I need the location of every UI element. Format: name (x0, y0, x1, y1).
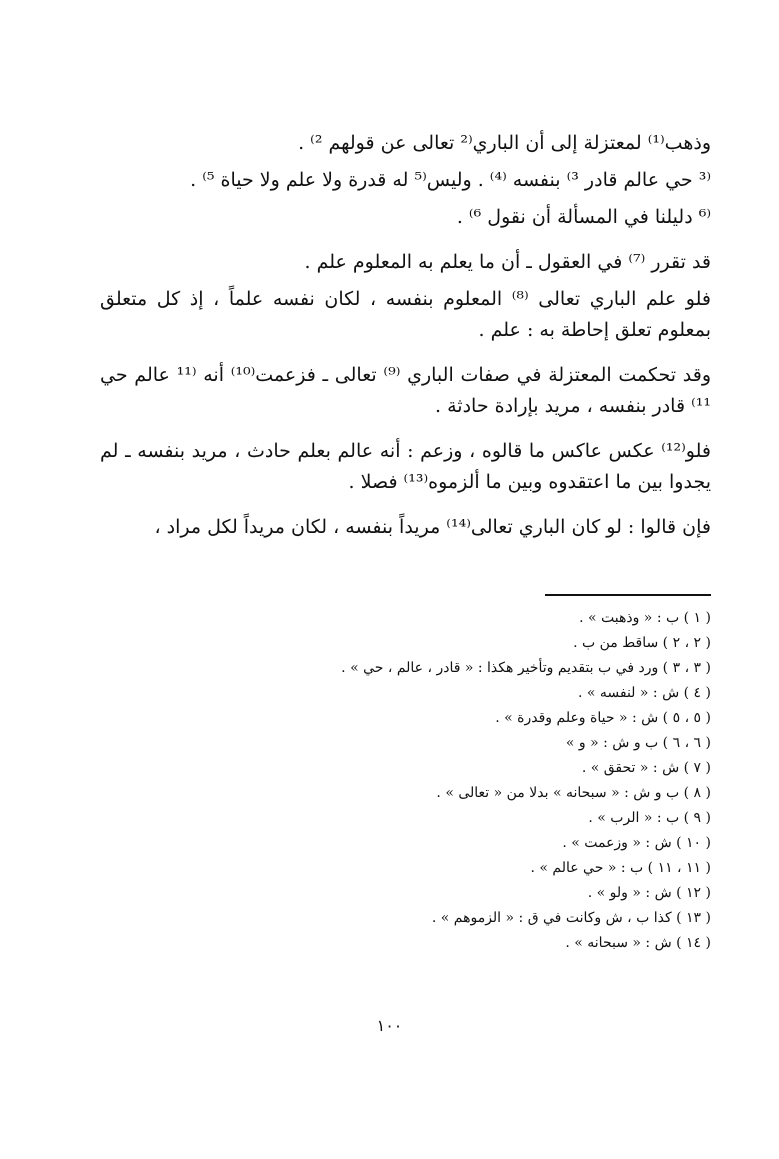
paragraph-8: فإن قالوا : لو كان الباري تعالى⁽¹⁴⁾ مريداً بنفسه ، لكان مريداً لكل مراد ، (154, 516, 711, 538)
paragraph-1: وذهب⁽¹⁾ لمعتزلة إلى أن الباري⁽² تعالى عن قولهم ²⁾ . (298, 132, 711, 154)
footnote-item: ( ١٠ ) ش : « وزعمت » . (562, 835, 711, 851)
footnote-item: ( ٩ ) ب : « الرب » . (588, 810, 711, 826)
footnote-divider (545, 594, 711, 596)
paragraph-3: ⁽⁶ دليلنا في المسألة أن نقول ⁶⁾ . (456, 206, 711, 228)
page-number: ١٠٠ (376, 1016, 403, 1035)
paragraph-5: فلو علم الباري تعالى ⁽⁸⁾ المعلوم بنفسه ، لكان نفسه علماً ، إذ كل متعلق بمعلوم تعلق إحاطة به : علم . (100, 288, 711, 341)
paragraph-7: فلو⁽¹²⁾ عكس عاكس ما قالوه ، وزعم : أنه عالم بعلم حادث ، مريد بنفسه ـ لم يجدوا بين ما اعتقدوه وبين ما ألزموه⁽¹³⁾ فصلا . (100, 440, 711, 493)
paragraph-6: وقد تحكمت المعتزلة في صفات الباري ⁽⁹⁾ تعالى ـ فزعمت⁽¹⁰⁾ أنه ⁽¹¹ عالم حي ¹¹⁾ قادر بنفسه ، مريد بإرادة حادثة . (100, 364, 711, 417)
footnote-item: ( ٣ ، ٣ ) ورد في ب بتقديم وتأخير هكذا : « قادر ، عالم ، حي » . (341, 660, 711, 676)
footnotes-list (100, 606, 711, 956)
footnote-item: ( ١ ) ب : « وذهبت » . (579, 610, 711, 626)
paragraph-4: قد تقرر ⁽⁷⁾ في العقول ـ أن ما يعلم به المعلوم علم . (304, 251, 711, 273)
footnote-item: ( ١٢ ) ش : « ولو » . (587, 885, 711, 901)
footnote-item: ( ١٤ ) ش : « سبحانه » . (565, 935, 711, 951)
footnote-item: ( ٨ ) ب و ش : « سبحانه » بدلا من « تعالى » . (436, 785, 711, 801)
footnote-item: ( ٦ ، ٦ ) ب و ش : « و » (565, 735, 711, 751)
footnote-item: ( ٥ ، ٥ ) ش : « حياة وعلم وقدرة » . (495, 710, 711, 726)
footnote-item: ( ٧ ) ش : « تحقق » . (581, 760, 711, 776)
footnote-item: ( ١٣ ) كذا ب ، ش وكانت في ق : « الزموهم » . (431, 910, 711, 926)
main-text (100, 128, 711, 543)
footnote-item: ( ١١ ، ١١ ) ب : « حي عالم » . (530, 860, 711, 876)
footnote-item: ( ٢ ، ٢ ) ساقط من ب . (573, 635, 711, 651)
footnote-item: ( ٤ ) ش : « لنفسه » . (577, 685, 711, 701)
paragraph-2: ⁽³ حي عالم قادر ³⁾ بنفسه ⁽⁴⁾ . وليس⁽⁵ له قدرة ولا علم ولا حياة ⁵⁾ . (190, 169, 711, 191)
